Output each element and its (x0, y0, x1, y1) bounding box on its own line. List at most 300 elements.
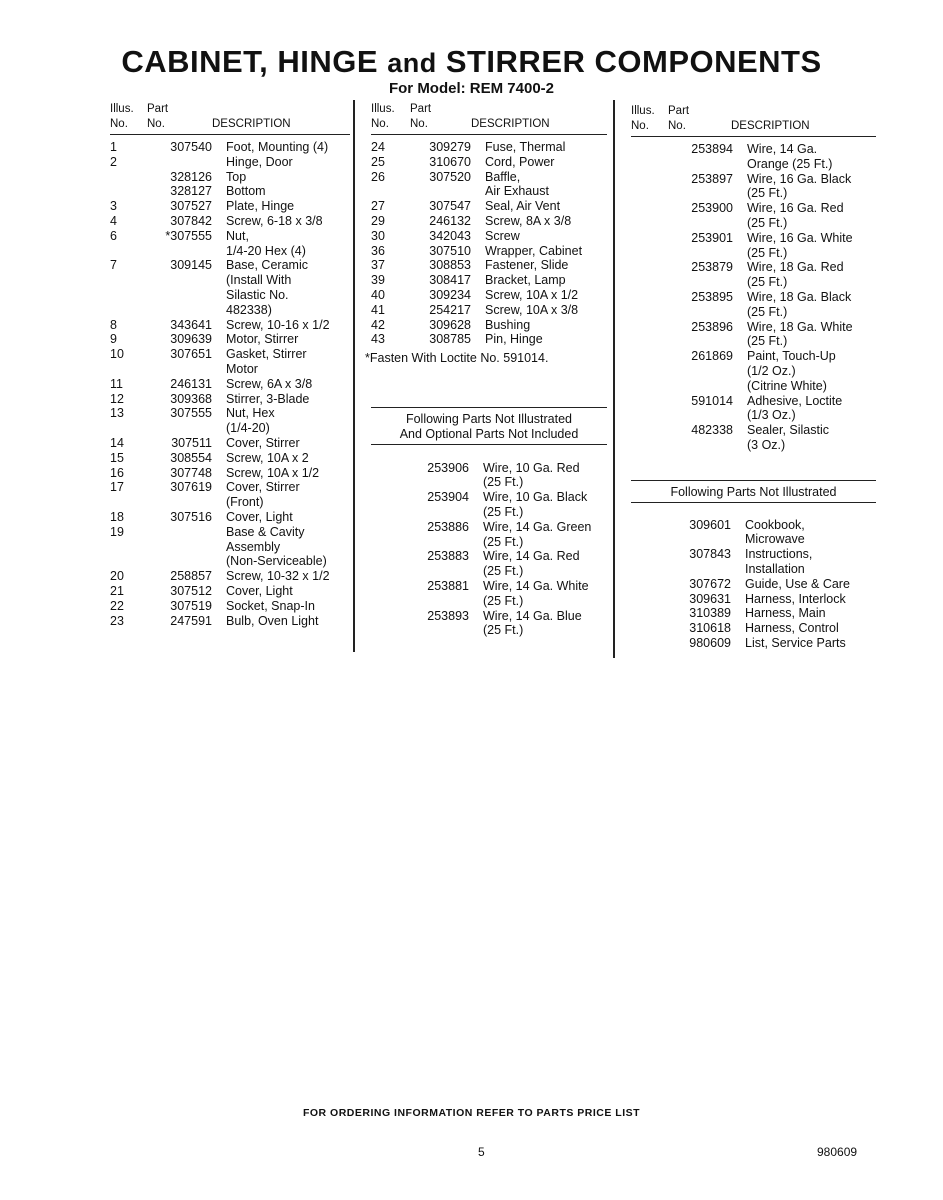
part-number: 307672 (689, 576, 731, 591)
part-description: Screw, 10-32 x 1/2 (226, 569, 330, 584)
part-row (631, 636, 876, 651)
part-number (371, 594, 469, 609)
part-number (631, 157, 733, 172)
part-description: (3 Oz.) (747, 437, 786, 452)
part-description: Cover, Light (226, 509, 293, 524)
not-illustrated-heading (371, 412, 607, 442)
part-description: Screw, 6A x 3/8 (226, 376, 313, 391)
section-heading-line-1: Following Parts Not Illustrated (405, 411, 573, 426)
part-description: Bottom (226, 184, 266, 199)
part-description: Wire, 18 Ga. White (747, 319, 853, 334)
part-row (371, 155, 607, 170)
part-row (371, 475, 607, 490)
illus-number: 22 (110, 598, 124, 613)
part-row (371, 623, 607, 638)
column-header (631, 104, 876, 134)
part-number: 307547 (429, 199, 471, 214)
part-number: 253904 (427, 490, 469, 505)
part-row (110, 199, 350, 214)
part-number: 307540 (170, 140, 212, 154)
part-row (110, 332, 350, 347)
part-row (371, 490, 607, 505)
part-number: 307619 (170, 480, 212, 495)
part-description: Orange (25 Ft.) (747, 156, 833, 171)
part-number (154, 155, 212, 170)
part-row (110, 362, 350, 377)
part-row (631, 172, 876, 187)
part-description: Harness, Main (745, 606, 826, 621)
part-description: Stirrer, 3-Blade (226, 391, 310, 406)
part-description: Top (226, 169, 247, 184)
illus-number: 11 (110, 376, 123, 391)
part-row (110, 318, 350, 333)
part-row (371, 288, 607, 303)
part-description: Installation (745, 561, 805, 576)
part-number: 308417 (429, 273, 471, 288)
optional-parts-list (631, 518, 876, 651)
part-row (631, 246, 876, 261)
part-number (631, 216, 733, 231)
illus-number: 9 (110, 332, 117, 347)
part-row (371, 303, 607, 318)
part-row (110, 466, 350, 481)
part-number: 309601 (689, 517, 731, 532)
part-number (154, 273, 212, 288)
part-description: Adhesive, Loctite (747, 393, 843, 408)
illus-number (110, 170, 154, 185)
header-illus: Illus. (631, 105, 655, 117)
part-number: 308853 (429, 258, 471, 273)
part-number: 247591 (170, 613, 212, 628)
illus-number (110, 303, 154, 318)
part-description: Plate, Hinge (226, 199, 295, 214)
illus-number: 29 (371, 213, 385, 228)
part-description: (25 Ft.) (747, 304, 788, 319)
part-row (110, 406, 350, 421)
part-description: 1/4-20 Hex (4) (226, 243, 306, 258)
part-number: 309368 (170, 391, 212, 406)
part-description: Sealer, Silastic (747, 423, 829, 438)
part-row (110, 258, 350, 273)
header-part: Part (147, 103, 169, 115)
part-number (631, 275, 733, 290)
part-description: Screw, 10A x 1/2 (485, 287, 579, 302)
column-divider (613, 100, 615, 658)
document-number: 980609 (817, 1145, 858, 1159)
illus-number: 8 (110, 317, 117, 332)
part-number: 343641 (170, 317, 212, 332)
part-description: Gasket, Stirrer (226, 347, 307, 362)
part-number: 254217 (429, 302, 471, 317)
title-part-1: CABINET, HINGE (121, 44, 388, 79)
part-number (415, 184, 471, 199)
part-row (631, 394, 876, 409)
part-description: Motor (226, 361, 258, 376)
part-description: Instructions, (745, 547, 813, 562)
part-number: 307516 (170, 509, 212, 524)
illus-number: 26 (371, 169, 385, 184)
part-row (110, 140, 350, 155)
part-row (371, 564, 607, 579)
part-description: Cover, Stirrer (226, 435, 300, 450)
part-description: Screw, 10-16 x 1/2 (226, 317, 330, 332)
illus-number (371, 184, 415, 199)
column-header (371, 102, 607, 132)
part-number: 591014 (691, 393, 733, 408)
part-number: 307651 (170, 347, 212, 362)
part-description: Wire, 16 Ga. White (747, 230, 853, 245)
illus-number (110, 540, 154, 555)
part-description: Cover, Stirrer (226, 480, 300, 495)
part-description: (1/3 Oz.) (747, 408, 796, 423)
part-number: 310389 (689, 606, 731, 621)
illus-number: 12 (110, 391, 124, 406)
section-heading-line-2: And Optional Parts Not Included (399, 426, 579, 441)
part-number: *307555 (165, 228, 212, 243)
part-row (110, 273, 350, 288)
part-description: (25 Ft.) (483, 534, 524, 549)
part-row (371, 549, 607, 564)
part-description: (Install With (226, 273, 292, 288)
part-row (110, 347, 350, 362)
header-part-no: No. (410, 118, 428, 130)
illus-number (110, 273, 154, 288)
illus-number: 27 (371, 199, 385, 214)
part-description: Harness, Control (745, 621, 839, 636)
part-number: 308785 (429, 332, 471, 347)
illus-number: 42 (371, 317, 385, 332)
part-description: (25 Ft.) (483, 564, 524, 579)
part-row (371, 318, 607, 333)
part-description: (Citrine White) (747, 378, 827, 393)
part-number: 253906 (427, 460, 469, 475)
part-number (631, 305, 733, 320)
part-row (371, 244, 607, 259)
illus-number: 1 (110, 140, 117, 154)
part-number: 307748 (170, 465, 212, 480)
part-description: Wire, 18 Ga. Red (747, 260, 844, 275)
part-row (110, 451, 350, 466)
part-description: Wire, 14 Ga. Green (483, 519, 592, 534)
part-row (371, 140, 607, 155)
illus-number: 2 (110, 154, 117, 169)
part-row (631, 142, 876, 157)
part-number (154, 554, 212, 569)
part-description: Wire, 14 Ga. Blue (483, 608, 582, 623)
part-row (110, 510, 350, 525)
illus-number: 40 (371, 287, 385, 302)
header-description: DESCRIPTION (731, 120, 810, 132)
part-number (371, 623, 469, 638)
parts-column-3 (631, 104, 876, 651)
illus-number: 3 (110, 199, 117, 214)
part-row (631, 305, 876, 320)
part-description: Screw, 10A x 3/8 (485, 302, 579, 317)
part-row (110, 244, 350, 259)
part-number: 328127 (170, 184, 212, 199)
part-description: Cover, Light (226, 583, 293, 598)
part-description: Wire, 10 Ga. Black (483, 490, 588, 505)
part-description: Cookbook, (745, 517, 805, 532)
part-row (631, 201, 876, 216)
part-row (110, 525, 350, 540)
part-row (110, 480, 350, 495)
part-description: Fuse, Thermal (485, 140, 566, 154)
part-row (110, 569, 350, 584)
part-number: 253894 (691, 142, 733, 156)
part-description: Silastic No. (226, 287, 289, 302)
part-row (371, 535, 607, 550)
part-number: 307520 (429, 169, 471, 184)
part-row (631, 320, 876, 335)
part-description: Assembly (226, 539, 281, 554)
illus-number: 6 (110, 228, 117, 243)
part-description: (25 Ft.) (483, 593, 524, 608)
part-description: (25 Ft.) (747, 334, 788, 349)
illus-number (110, 554, 154, 569)
wires-list (371, 461, 607, 639)
part-number (631, 186, 733, 201)
part-description: Socket, Snap-In (226, 598, 315, 613)
part-description: 482338) (226, 302, 272, 317)
part-description: Pin, Hinge (485, 332, 543, 347)
part-row (110, 392, 350, 407)
part-description: Foot, Mounting (4) (226, 140, 329, 154)
part-number: 309639 (170, 332, 212, 347)
part-description: (1/4-20) (226, 421, 270, 436)
illus-number: 4 (110, 213, 117, 228)
part-number: 309631 (689, 591, 731, 606)
part-number (631, 246, 733, 261)
part-row (371, 258, 607, 273)
part-number: 309234 (429, 287, 471, 302)
part-number: 980609 (689, 635, 731, 650)
part-description: Wire, 14 Ga. White (483, 578, 589, 593)
part-description: Wire, 16 Ga. Red (747, 201, 844, 216)
part-number: 253901 (691, 230, 733, 245)
part-number: 253879 (691, 260, 733, 275)
parts-list-1 (110, 140, 350, 628)
part-description: List, Service Parts (745, 635, 846, 650)
illus-number (110, 421, 154, 436)
illus-number: 37 (371, 258, 385, 273)
part-row (371, 609, 607, 624)
part-row (110, 495, 350, 510)
part-number (631, 562, 731, 577)
part-description: (Non-Serviceable) (226, 554, 327, 569)
part-number: 307527 (170, 199, 212, 214)
part-number: 307511 (171, 435, 212, 450)
part-row (371, 332, 607, 347)
part-number (631, 408, 733, 423)
part-row (631, 532, 876, 547)
header-illus-no: No. (631, 120, 649, 132)
illus-number (110, 184, 154, 199)
parts-list-3 (631, 142, 876, 453)
part-number: 253883 (427, 549, 469, 564)
part-number (154, 525, 212, 540)
part-row (110, 155, 350, 170)
illus-number: 13 (110, 406, 124, 421)
illus-number (110, 288, 154, 303)
part-number: 246131 (170, 376, 212, 391)
part-description: Base & Cavity (226, 524, 305, 539)
part-description: Guide, Use & Care (745, 576, 850, 591)
part-number (631, 364, 733, 379)
part-row (110, 184, 350, 199)
part-row (110, 554, 350, 569)
part-number: 310618 (689, 621, 731, 636)
illus-number: 30 (371, 228, 385, 243)
part-number: 253897 (691, 171, 733, 186)
ordering-footer: FOR ORDERING INFORMATION REFER TO PARTS PRICE LIST (302, 1107, 641, 1119)
header-part-no: No. (147, 118, 165, 130)
part-number: 253886 (427, 519, 469, 534)
part-row (631, 547, 876, 562)
part-number: 253881 (427, 578, 469, 593)
part-row (110, 170, 350, 185)
part-row (631, 408, 876, 423)
part-number: 246132 (429, 213, 471, 228)
part-number: 482338 (691, 423, 733, 438)
model-subtitle: For Model: REM 7400-2 (388, 80, 555, 97)
illus-number: 7 (110, 258, 117, 273)
part-row (631, 423, 876, 438)
part-row (110, 229, 350, 244)
parts-column-1 (110, 102, 350, 628)
part-number: 308554 (170, 450, 212, 465)
illus-number (110, 244, 154, 259)
illus-number: 18 (110, 509, 124, 524)
illus-number: 10 (110, 347, 124, 362)
part-description: (25 Ft.) (483, 475, 524, 490)
part-number: 328126 (170, 169, 212, 184)
part-description: Nut, (226, 228, 249, 243)
part-row (110, 599, 350, 614)
illus-number: 15 (110, 450, 124, 465)
part-description: Bushing (485, 317, 531, 332)
part-row (631, 157, 876, 172)
part-number (371, 535, 469, 550)
part-row (110, 584, 350, 599)
part-row (371, 461, 607, 476)
not-illustrated-heading-2: Following Parts Not Illustrated (670, 484, 837, 499)
part-number: 261869 (691, 349, 733, 364)
part-description: (1/2 Oz.) (747, 363, 796, 378)
part-number (154, 495, 212, 510)
illus-number: 43 (371, 332, 385, 347)
part-number (154, 244, 212, 259)
parts-column-2 (365, 102, 607, 638)
illus-number: 41 (371, 302, 385, 317)
header-part-no: No. (668, 120, 686, 132)
part-row (371, 579, 607, 594)
part-row (631, 275, 876, 290)
part-description: Motor, Stirrer (226, 332, 299, 347)
part-description: Bracket, Lamp (485, 273, 566, 288)
part-number: 253900 (691, 201, 733, 216)
part-row (631, 364, 876, 379)
part-description: Hinge, Door (226, 154, 293, 169)
part-row (110, 214, 350, 229)
part-description: (25 Ft.) (747, 245, 788, 260)
part-number: 309628 (429, 317, 471, 332)
part-description: Air Exhaust (485, 184, 549, 199)
header-illus: Illus. (110, 103, 134, 115)
part-row (371, 170, 607, 185)
part-row (631, 518, 876, 533)
part-number (371, 564, 469, 579)
title-part-3: STIRRER COMPONENTS (436, 44, 822, 79)
part-row (631, 577, 876, 592)
part-description: Wire, 16 Ga. Black (747, 171, 852, 186)
part-row (631, 334, 876, 349)
part-row (631, 562, 876, 577)
part-row (631, 438, 876, 453)
part-description: Bulb, Oven Light (226, 613, 319, 628)
part-row (371, 505, 607, 520)
part-row (110, 614, 350, 629)
page-number: 5 (478, 1145, 485, 1159)
part-row (110, 436, 350, 451)
illus-number: 23 (110, 613, 124, 628)
part-row (110, 303, 350, 318)
part-number (154, 288, 212, 303)
part-row (371, 184, 607, 199)
part-number (154, 421, 212, 436)
part-row (631, 592, 876, 607)
loctite-note: *Fasten With Loctite No. 591014. (365, 351, 549, 366)
part-description: Microwave (745, 532, 805, 547)
illus-number: 24 (371, 140, 385, 154)
illus-number: 39 (371, 273, 385, 288)
part-number: 258857 (170, 569, 212, 584)
part-description: Screw, 10A x 2 (226, 450, 309, 465)
part-row (631, 379, 876, 394)
part-number (631, 379, 733, 394)
column-divider (353, 100, 355, 652)
part-description: Screw, 8A x 3/8 (485, 213, 572, 228)
part-number (154, 303, 212, 318)
part-number: 342043 (429, 228, 471, 243)
part-description: Screw, 6-18 x 3/8 (226, 213, 323, 228)
part-description: Screw (485, 228, 520, 243)
part-number: 253895 (691, 289, 733, 304)
part-number: 307555 (170, 406, 212, 421)
part-description: (Front) (226, 495, 264, 510)
illus-number: 20 (110, 569, 124, 584)
part-number: 253893 (427, 608, 469, 623)
part-number: 309145 (170, 258, 212, 273)
part-description: (25 Ft.) (483, 504, 524, 519)
header-illus-no: No. (110, 118, 128, 130)
part-description: Baffle, (485, 169, 521, 184)
part-number: 310670 (429, 154, 471, 169)
part-description: Screw, 10A x 1/2 (226, 465, 320, 480)
illus-number: 14 (110, 435, 124, 450)
part-row (631, 621, 876, 636)
part-description: Paint, Touch-Up (747, 349, 836, 364)
column-header (110, 102, 350, 132)
header-illus-no: No. (371, 118, 389, 130)
part-row (631, 349, 876, 364)
illus-number: 25 (371, 154, 385, 169)
header-description: DESCRIPTION (471, 118, 550, 130)
header-illus: Illus. (371, 103, 395, 115)
part-row (631, 186, 876, 201)
illus-number: 17 (110, 480, 124, 495)
part-row (371, 520, 607, 535)
